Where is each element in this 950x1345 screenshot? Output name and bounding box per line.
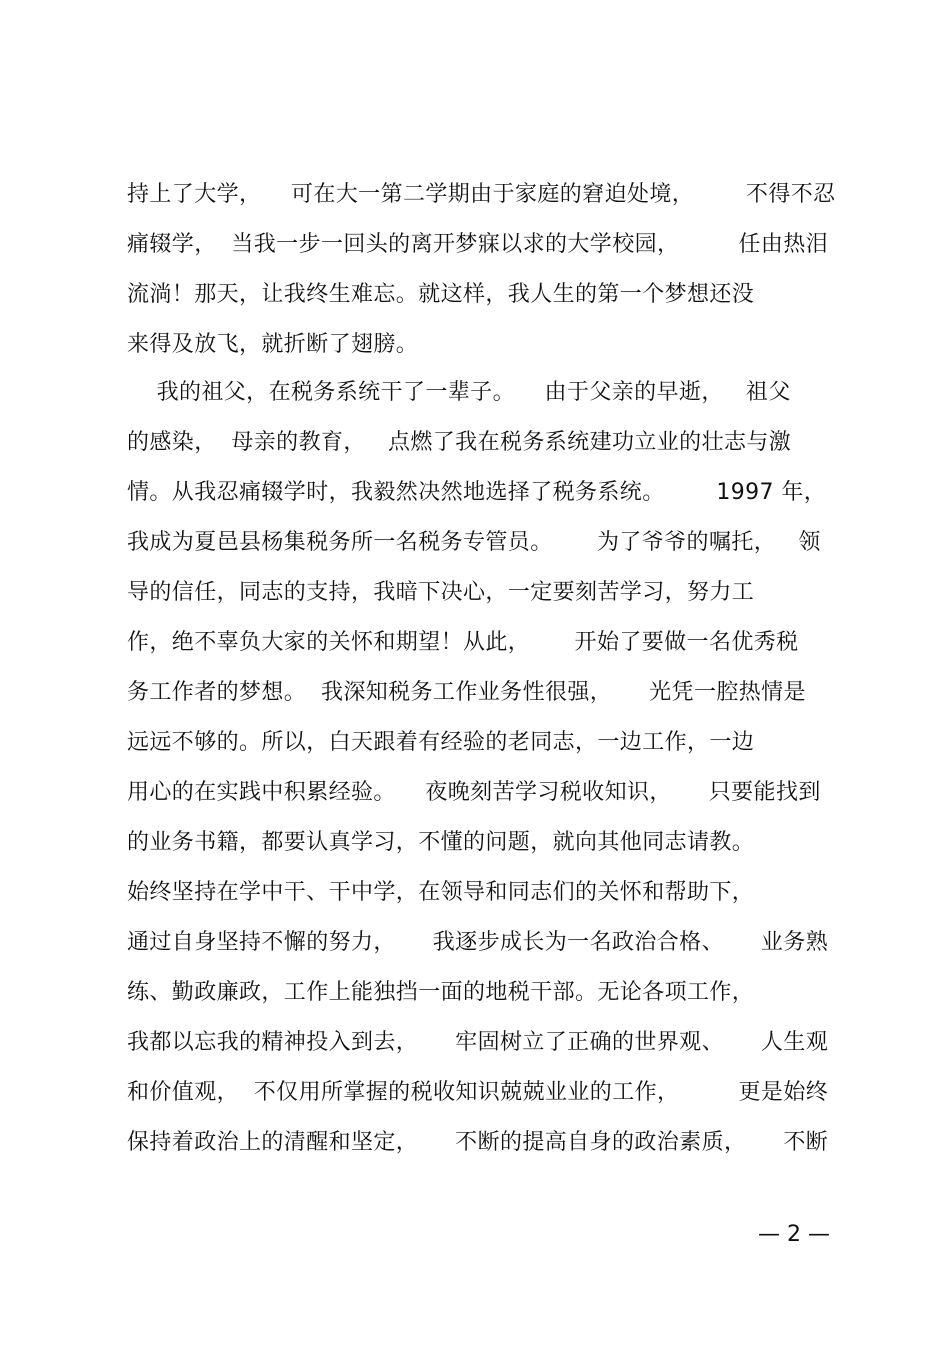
text-line: 情。从我忍痛辍学时，我毅然决然地选择了税务系统。 1997 年，: [127, 480, 827, 505]
text-line: 始终坚持在学中干、干中学，在领导和同志们的关怀和帮助下，: [127, 880, 755, 905]
text-line: 我成为夏邑县杨集税务所一名税务专管员。 为了爷爷的嘱托， 领: [127, 530, 821, 555]
text-line: 作，绝不辜负大家的关怀和期望！从此， 开始了要做一名优秀税: [127, 630, 799, 655]
text-line: 导的信任，同志的支持，我暗下决心，一定要刻苦学习，努力工: [127, 580, 755, 605]
text-line: 我都以忘我的精神投入到去， 牢固树立了正确的世界观、 人生观: [127, 1030, 829, 1055]
text-line: 我的祖父，在税务系统干了一辈子。 由于父亲的早逝， 祖父: [127, 380, 791, 405]
text-line: 和价值观， 不仅用所掌握的税收知识兢兢业业的工作， 更是始终: [127, 1080, 829, 1105]
text-line: 用心的在实践中积累经验。 夜晚刻苦学习税收知识， 只要能找到: [127, 780, 821, 805]
text-line: 保持着政治上的清醒和坚定， 不断的提高自身的政治素质， 不断: [127, 1130, 829, 1155]
text-line: 务工作者的梦想。 我深知税务工作业务性很强， 光凭一腔热情是: [127, 680, 806, 705]
text-line: 远远不够的。所以，白天跟着有经验的老同志，一边工作，一边: [127, 730, 755, 755]
text-line: 的感染， 母亲的教育， 点燃了我在税务系统建功立业的壮志与激: [127, 430, 792, 455]
text-line: 通过自身坚持不懈的努力， 我逐步成长为一名政治合格、 业务熟: [127, 930, 829, 955]
text-line: 持上了大学， 可在大一第二学期由于家庭的窘迫处境， 不得不忍: [127, 182, 836, 207]
text-line: 痛辍学， 当我一步一回头的离开梦寐以求的大学校园， 任由热泪: [127, 232, 829, 257]
text-line: 练、勤政廉政，工作上能独挡一面的地税干部。无论各项工作，: [127, 980, 755, 1005]
page-number: — 2 —: [758, 1222, 830, 1247]
text-line: 的业务书籍，都要认真学习，不懂的问题，就向其他同志请教。: [127, 830, 755, 855]
text-line: 来得及放飞，就折断了翅膀。: [127, 332, 419, 357]
text-line: 流淌！那天，让我终生难忘。就这样，我人生的第一个梦想还没: [127, 282, 755, 307]
